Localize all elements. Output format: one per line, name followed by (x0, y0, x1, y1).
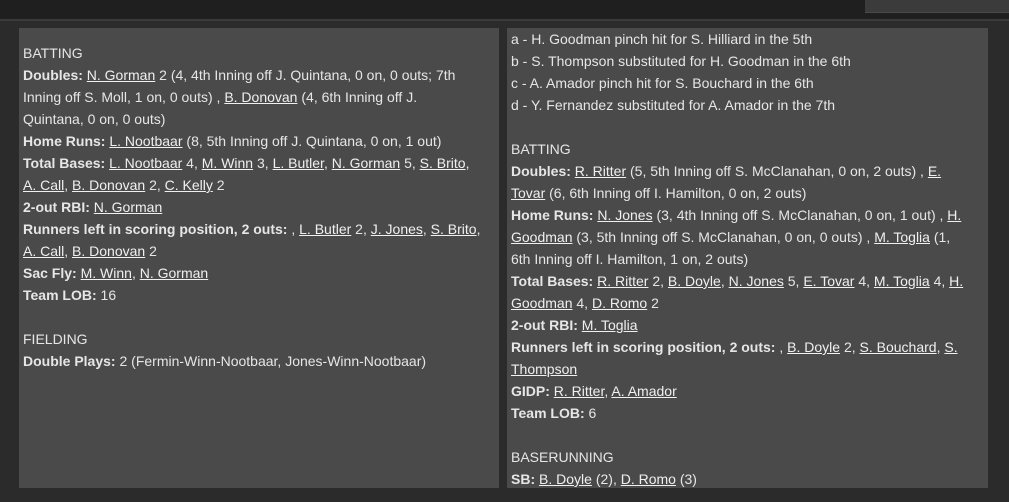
total-bases-line (23, 152, 499, 174)
player-link[interactable]: N. Gorman (93, 199, 163, 215)
top-bar (0, 0, 1009, 20)
player-link[interactable]: S. (944, 339, 958, 355)
team-lob-label: Team LOB: (511, 405, 585, 421)
player-link[interactable]: L. Butler (299, 221, 352, 237)
player-link[interactable]: Tovar (511, 185, 546, 201)
stat-text: , (64, 177, 73, 193)
player-link[interactable]: R. Ritter (574, 163, 627, 179)
player-link[interactable]: A. Call (23, 177, 65, 193)
stat-text: , (465, 155, 470, 171)
total-bases-line-cont (511, 292, 988, 314)
player-link[interactable]: H. (949, 273, 964, 289)
doubles-line (511, 160, 988, 182)
stat-text: (3) (675, 471, 697, 487)
stat-text: , (287, 221, 300, 237)
player-link[interactable]: E. Tovar (803, 273, 855, 289)
team-lob-value: 16 (96, 287, 117, 303)
stat-text: (1, (929, 229, 951, 245)
player-link[interactable]: B. Donovan (72, 177, 146, 193)
doubles-detail: Quintana, 0 on, 0 outs) (23, 111, 166, 127)
batting-heading: BATTING (511, 141, 571, 157)
runners-left-line-cont (23, 240, 499, 262)
stat-text: 4, (572, 295, 592, 311)
fielding-heading: FIELDING (23, 331, 88, 347)
stat-text: 6th Inning off I. Hamilton, 1 on, 2 outs) (511, 251, 749, 267)
player-link[interactable]: B. Doyle (667, 273, 721, 289)
stat-text: 2 (647, 295, 659, 311)
player-link[interactable]: S. Brito (430, 221, 477, 237)
player-link[interactable]: M. Toglia (581, 317, 638, 333)
stat-text: 5, (400, 155, 420, 171)
stat-text: , (323, 155, 332, 171)
player-link[interactable]: B. Doyle (539, 471, 592, 487)
batting-heading: BATTING (23, 45, 83, 61)
two-out-rbi-line (23, 196, 499, 218)
player-link[interactable]: B. Donovan (72, 243, 146, 259)
left-team-notes-panel (19, 28, 499, 488)
two-out-rbi-line (511, 314, 988, 336)
team-lob-value: 6 (584, 405, 597, 421)
two-out-rbi-label: 2-out RBI: (23, 199, 90, 215)
stat-text: 5, (783, 273, 804, 289)
doubles-detail: (4, 6th Inning off J. (297, 89, 418, 105)
player-link[interactable]: N. Gorman (331, 155, 401, 171)
stat-text: , (720, 273, 729, 289)
stat-text: 2, (351, 221, 371, 237)
baserunning-heading: BASERUNNING (511, 449, 614, 465)
stat-text: 2, (648, 273, 668, 289)
stat-text: 2, (840, 339, 860, 355)
doubles-detail: Inning off S. Moll, 1 on, 0 outs) , (23, 89, 225, 105)
player-link[interactable]: Goodman (511, 229, 573, 245)
stat-text: , (604, 383, 612, 399)
two-out-rbi-label: 2-out RBI: (511, 317, 578, 333)
doubles-line-cont (23, 86, 499, 108)
doubles-detail: 2 (4, 4th Inning off J. Quintana, 0 on, 0 outs; 7th (155, 67, 456, 83)
team-lob-line (511, 402, 988, 424)
double-plays-value: 2 (Fermin-Winn-Nootbaar, Jones-Winn-Nootbaar) (115, 353, 427, 369)
player-link[interactable]: B. Donovan (224, 89, 298, 105)
runners-left-label: Runners left in scoring position, 2 outs: (23, 221, 288, 237)
sub-note: a - H. Goodman pinch hit for S. Hilliard in the 5th (511, 31, 813, 47)
player-link[interactable]: Thompson (511, 361, 578, 377)
player-link[interactable]: S. Bouchard (859, 339, 937, 355)
spacer (511, 424, 988, 446)
player-link[interactable]: L. Butler (272, 155, 324, 171)
doubles-label: Doubles: (23, 67, 83, 83)
sub-note: b - S. Thompson substituted for H. Goodman in the 6th (511, 53, 851, 69)
stat-text: 2 (212, 177, 225, 193)
player-link[interactable]: A. Call (23, 243, 65, 259)
sb-line (511, 468, 988, 488)
stat-text: 4, (854, 273, 874, 289)
stat-text: , (936, 339, 945, 355)
gidp-label: GIDP: (511, 383, 550, 399)
total-bases-label: Total Bases: (511, 273, 594, 289)
home-runs-detail: (8, 5th Inning off J. Quintana, 0 on, 1 out) (182, 133, 442, 149)
stat-text: , (64, 243, 73, 259)
stat-text: , (422, 221, 431, 237)
stat-text: 2, (145, 177, 165, 193)
runners-left-label: Runners left in scoring position, 2 outs: (511, 339, 776, 355)
stat-text: 4, (182, 155, 202, 171)
double-plays-line (23, 350, 499, 372)
stat-text: (3, 4th Inning off S. McClanahan, 0 on, 1 out) , (652, 207, 948, 223)
player-link[interactable]: J. Jones (370, 221, 423, 237)
runners-left-line (511, 336, 988, 358)
player-link[interactable]: M. Winn (80, 265, 132, 281)
stat-text: , (131, 265, 140, 281)
top-bar-divider (0, 19, 1009, 21)
stat-text: 3, (253, 155, 273, 171)
player-link[interactable]: B. Doyle (787, 339, 841, 355)
stat-text: (2), (591, 471, 621, 487)
runners-left-line-cont (511, 358, 988, 380)
player-link[interactable]: R. Ritter (597, 273, 649, 289)
sb-label: SB: (511, 471, 536, 487)
player-link[interactable]: N. Jones (597, 207, 653, 223)
top-right-tab[interactable] (865, 0, 1009, 13)
runners-left-line (23, 218, 499, 240)
total-bases-label: Total Bases: (23, 155, 106, 171)
player-link[interactable]: S. Brito (419, 155, 466, 171)
home-runs-line (23, 130, 499, 152)
gidp-line (511, 380, 988, 402)
home-runs-label: Home Runs: (23, 133, 106, 149)
stat-text: 2 (145, 243, 157, 259)
player-link[interactable]: H. (947, 207, 962, 223)
player-link[interactable]: N. Gorman (139, 265, 209, 281)
sac-fly-label: Sac Fly: (23, 265, 77, 281)
stat-text: 4, (929, 273, 950, 289)
total-bases-line-cont (23, 174, 499, 196)
player-link[interactable]: A. Amador (611, 383, 677, 399)
player-link[interactable]: D. Romo (591, 295, 648, 311)
stat-text: , (775, 339, 788, 355)
doubles-line-cont (511, 182, 988, 204)
player-link[interactable]: M. Toglia (873, 273, 930, 289)
stat-text: (6, 6th Inning off I. Hamilton, 0 on, 2 outs) (545, 185, 807, 201)
stat-text: , (476, 221, 481, 237)
player-link[interactable]: R. Ritter (553, 383, 605, 399)
player-link[interactable]: M. Winn (201, 155, 254, 171)
doubles-label: Doubles: (511, 163, 571, 179)
player-link[interactable]: D. Romo (620, 471, 676, 487)
player-link[interactable]: E. (927, 163, 942, 179)
player-link[interactable]: L. Nootbaar (109, 155, 183, 171)
stat-text: (5, 5th Inning off S. McClanahan, 0 on, 2 outs) , (626, 163, 928, 179)
right-team-notes-panel (507, 28, 988, 488)
team-lob-line (23, 284, 499, 306)
stat-text: (3, 5th Inning off S. McClanahan, 0 on, 0 outs) , (572, 229, 875, 245)
player-link[interactable]: L. Nootbaar (109, 133, 183, 149)
home-runs-line-cont (511, 226, 988, 248)
sub-note: d - Y. Fernandez substituted for A. Amador in the 7th (511, 97, 836, 113)
home-runs-label: Home Runs: (511, 207, 594, 223)
double-plays-label: Double Plays: (23, 353, 116, 369)
doubles-line-cont (23, 108, 499, 130)
player-link[interactable]: Goodman (511, 295, 573, 311)
team-lob-label: Team LOB: (23, 287, 97, 303)
sub-note: c - A. Amador pinch hit for S. Bouchard in the 6th (511, 75, 814, 91)
sac-fly-line (23, 262, 499, 284)
player-link[interactable]: M. Toglia (874, 229, 930, 245)
player-link[interactable]: C. Kelly (164, 177, 213, 193)
player-link[interactable]: N. Jones (728, 273, 784, 289)
player-link[interactable]: N. Gorman (86, 67, 156, 83)
home-runs-line-cont (511, 248, 988, 270)
home-runs-line (511, 204, 988, 226)
doubles-line (23, 64, 499, 86)
spacer (511, 116, 988, 138)
total-bases-line (511, 270, 988, 292)
spacer (23, 306, 499, 328)
